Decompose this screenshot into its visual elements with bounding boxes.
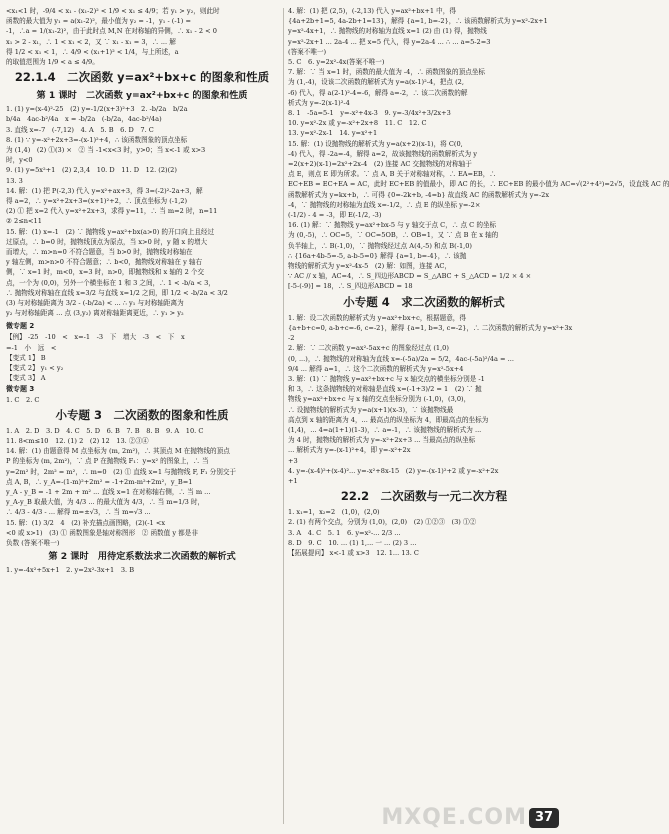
answer-line: y=x²-4x+1，∴ 抛物线的对称轴为直线 x=1 (2) 由 (1) 得，抛物线 <box>288 27 487 36</box>
answer-line: 3. 直线 x=-7 (-7,12) 4. A 5. B 6. D 7. C <box>6 125 154 134</box>
topic-4-title: 小专题 4 求二次函数的解析式 <box>343 294 505 309</box>
answer-line: y=2m² 时，2m² = m²，∴ m=0 (2) ① 直线 x=1 与抛物线 F, F₁ 分别交于 <box>6 467 237 476</box>
section-title-22-2: 22.2 二次函数与一元二次方程 <box>340 489 508 504</box>
answer-line: ... 解析式为 y=-(x-1)²+4，即 y=-x²+2x <box>288 446 411 455</box>
answer-line: 1. C 2. C <box>6 395 40 404</box>
answer-line: 1. A 2. D 3. D 4. C 5. D 6. B 7. B 8. B 9. A 10. C <box>6 426 204 435</box>
answer-line: 【变式 1】 B <box>6 353 46 362</box>
answer-line: 8. 1 -5a=5-1 y=-x²+4x-3 9. y=-3/4x²+3/2x+3 <box>288 109 451 118</box>
answer-line: 14. 解：(1) 由题意得 M 点坐标为 (m, 2m²)，∴ 其顶点 M 在抛物线的顶点 <box>6 447 230 456</box>
answer-line: ∴ {16a+4b-5=-5, a-b-5=0} 解得 {a=1, b=-4}，∴ 该抛 <box>288 251 467 260</box>
answer-line: 析式为 y=-2(x-1)²-4 <box>288 98 350 107</box>
answer-line: [-5-(-9)] = 18，∴ S_四边形ABCD = 18 <box>288 282 413 291</box>
answer-line: 为 4 时，抛物线的解析式为 y=-x²+2x+3 ... 当最高点的纵坐标 <box>288 436 476 445</box>
answer-line: 1. y=-4x²+5x+1 2. y=2x²-3x+1 3. B <box>6 566 135 575</box>
answer-line: ② 2≤n<11 <box>6 217 42 226</box>
answer-line: 【变式 2】 y₁ < y₂ <box>6 364 64 373</box>
answer-line: 14. 解：(1) 把 P(-2,3) 代入 y=x²+ax+3，得 3=(-2)²-2a+3，解 <box>6 186 203 195</box>
text-line: x₁ > 2 - x₁，∴ 1 < x₁ < 2，又 ∵ x₁ - x₁ = 3，∴ ... 解 <box>6 37 176 46</box>
answer-line: 而增大，∴ m>n=0 不符合题意，当 b>0 时，抛物线对称轴在 <box>6 248 193 257</box>
answer-line: (3) 与对称轴距离为 3/2 - (-b/2a) < ... ∴ y₁ 与对称轴距离为 <box>6 299 184 308</box>
text-line: -1，∴a = 1/(x₁-2)²，由于此时点 M,N 在对称轴的异侧，∴ x₁ - 2 < 0 <box>6 27 217 36</box>
answer-line: 为 (1,-4)，设该二次函数的解析式为 y=a(x-1)²-4，把点 (2, <box>288 78 464 87</box>
weizhuanti-3-label: 微专题 3 <box>6 384 35 393</box>
answer-line: 和 3，∴ 这条抛物线的对称轴是直线 x=(-1+3)/2 = 1 (2) ∵ 抛 <box>288 385 482 394</box>
answer-line: {a+b+c=0, a-b+c=-6, c=-2}，解得 {a=1, b=3, c=-2}，∴ 二次函数的解析式为 y=x²+3x <box>288 323 573 332</box>
answer-line: y_A - y_B = -1 + 2m + m² ... 直线 x=1 在对称轴右侧，∴ 当 m ... <box>6 487 211 496</box>
answer-line: y_A-y_B 取最大值，为 4/3 ... 的最大值为 4/3，∴ 当 m=1/3 时， <box>6 498 205 507</box>
answer-line: =-1 小 远 < <box>6 343 57 352</box>
topic-3-title: 小专题 3 二次函数的图象和性质 <box>55 407 229 422</box>
answer-line: 过原点，∴ b=0 时，抛物线顶点为原点，当 x>0 时，y 随 x 的增大 <box>6 237 208 246</box>
weizhuanti-2-label: 微专题 2 <box>6 322 35 331</box>
answer-line: y=x²-2x+1 ... 2a-4 ... 把 x=5 代入，得 y=2a-4 ... ∴ ... a=5-2=3 <box>288 37 491 46</box>
page-number: 37 <box>529 808 559 828</box>
answer-line: ∴ 设抛物线的解析式为 y=a(x+1)(x-3)，∵ 该抛物线最 <box>288 405 454 414</box>
answer-line: 9. (1) y=5x²+1 (2) 2,3,4 10. D 11. D 12. (2)(2) <box>6 166 177 175</box>
section-22-2-answers <box>288 507 560 558</box>
answer-line: -6) 代入，得 a(2-1)²-4=-6，解得 a=-2，∴ 该二次函数的解 <box>288 88 468 97</box>
answer-line: 侧，∵ x=1 时，m<0，x=3 时，n>0，即抛物线和 x 轴的 2 个交 <box>6 268 205 277</box>
answer-line: -4) 代入，得 -2a=-4，解得 a=2，故该抛物线的函数解析式为 y <box>288 149 477 158</box>
answer-line: 点 E，则点 E 即为所求。∵ 点 A, B 关于对称轴对称，∴ EA=EB，∴ <box>288 170 496 179</box>
answer-line: 函数解析式为 y=kx+b，∴ 可得 {0=-2k+b, -4=b} 故直线 AC 的函数解析式为 y=-2x <box>288 190 550 199</box>
answer-line: 为 (0,-5)，∴ OC=5，∵ OC=5OB，∴ OB=1，又 ∵ 点 B 在 x 轴的 <box>288 231 499 240</box>
answer-line: 时，y<0 <box>6 156 33 165</box>
topic-4-answers <box>288 313 573 486</box>
watermark: MXQE.COM <box>381 805 527 830</box>
answer-line: 15. 解：(1) 3/2 4 (2) 补充描点画图略，(2)(-1 <x <box>6 518 166 527</box>
answer-line: 点，一个为 (0,0)，另外一个横坐标在 1 和 3 之间，∴ 1 < -b/a < 3， <box>6 278 215 287</box>
answer-line: 物线 y=ax²+bx+c 与 x 轴的交点坐标分别为 (-1,0)，(3,0)， <box>288 395 471 404</box>
answer-line: 7. 解：∵ 当 x=1 时，函数的最大值为 -4，∴ 函数图象的顶点坐标 <box>288 68 485 77</box>
column-divider <box>283 8 284 824</box>
section-title-22-1-4: 22.1.4 二次函数 y=ax²+bx+c 的图象和性质 <box>14 70 270 85</box>
text-line: 得 1/2 < x₁ < 1，∴ 4/9 < (x₁+1)² < 1/4，与上所述，a <box>6 47 179 56</box>
lesson-1-title: 第 1 课时 二次函数 y=ax²+bx+c 的图象和性质 <box>36 90 248 102</box>
answer-line: <0 或 x>1) (3) ① 函数图象是轴对称图形 ② 函数值 y 都是非 <box>6 528 198 537</box>
answer-line: 物线的解析式为 y=x²-4x-5 (2) 解：如图，连接 AC， <box>288 262 451 271</box>
answer-line: 16. (1) 解：∵ 抛物线 y=ax²+bx-5 与 y 轴交于点 C，∴ 点 C 的坐标 <box>288 221 497 230</box>
answer-line: EC+EB = EC+EA = AC，此时 EC+EB 的值最小，即 AC 的长，∴ EC+EB 的最小值为 AC=√(2²+4²)=2√5，设直线 AC 的 <box>288 180 669 189</box>
answer-line: b/4a 4ac-b²/4a x = -b/2a (-b/2a，4ac-b²/4a) <box>6 115 162 124</box>
answer-line: 3. 解：(1) ∵ 抛物线 y=ax²+bx+c 与 x 轴交点的横坐标分别是 -1 <box>288 374 485 383</box>
answer-line: {4a+2b+1=5, 4a-2b+1=13}，解得 {a=1, b=-2}，∴ 该函数解析式为 y=x²-2x+1 <box>288 17 548 26</box>
answer-line: 8. D 9. C 10. ... (1) 1,... 一 ... (2) 3 ... <box>288 538 417 547</box>
answer-line: 【拓展提问】 x<-1 或 x>3 12. 1... 13. C <box>288 548 419 557</box>
right-column <box>288 6 669 828</box>
question-15-answers <box>6 518 278 549</box>
answer-line: 1. x₁=1，x₂=2 (1,0)，(2,0) <box>288 508 380 517</box>
answer-line: (答案不唯一) <box>288 47 327 56</box>
answer-line: 8. (1) ∵ y=-x²+2x+3=-(x-1)²+4，∴ 该函数图象的顶点坐标 <box>6 135 188 144</box>
weizhuanti-2-answers <box>6 332 278 383</box>
answer-line: +1 <box>288 476 298 485</box>
answer-line: 3. A 4. C 5. 1 6. y=x²-... 2/3 ... <box>288 528 401 537</box>
lesson-2-title: 第 2 课时 用待定系数法求二次函数的解析式 <box>48 551 236 563</box>
answer-line: y₂ 与对称轴距离 ... 点 (3,y₂) 离对称轴距离更近，∴ y₁ > y₂ <box>6 309 184 318</box>
answer-line: 1. (1) y=(x-4)²-25 (2) y=-1/2(x+3)²+3 2. -b/2a b/2a <box>6 105 188 114</box>
answer-line: (-1/2) - 4 = -3，即 E(-1/2, -3) <box>288 211 382 220</box>
answer-line: (2) ① 把 x=2 代入 y=x²+2x+3，求得 y=11，∴ 当 m=2 时，n=11 <box>6 207 218 216</box>
answer-line: 15. 解：(1) x=-1 (2) ∵ 抛物线 y=ax²+bx(a>0) 的开口向上且经过 <box>6 227 215 236</box>
left-top-block <box>6 6 278 67</box>
left-column <box>6 6 278 828</box>
lesson-1-answers <box>6 104 278 318</box>
answer-line: 2. (1) 有两个交点，分别为 (1,0)，(2,0) (2) ①②③ (3) ①② <box>288 518 477 527</box>
answer-line: 负数 (答案不唯一) <box>6 538 60 547</box>
answer-line: 【变式 3】 A <box>6 374 46 383</box>
answer-line: 10. y=x²-2x 或 y=-x²+2x+8 11. C 12. C <box>288 119 427 128</box>
text-line: <x₁<1 时，-9/4 < x₁ - (x₁-2)² < 1/9 < x₁ ≤ 4/9；若 y₁ > y₂，则此时 <box>6 7 220 15</box>
answer-line: 13. y=x²-2x-1 14. y=x²+1 <box>288 129 378 138</box>
answer-line: 高点到 x 轴的距离为 4，... 最高点的纵坐标为 4，即最高点的坐标为 <box>288 415 489 424</box>
answer-line: 为 (1,4) (2) ①(3) × ② 当 -1<x<3 时，y>0；当 x<-1 或 x>3 <box>6 146 206 155</box>
answer-line: (0, ...)，∴ 抛物线的对称轴为直线 x=-(-5a)/2a = 5/2，4ac-(-5a)²/4a = ... <box>288 354 514 363</box>
answer-line: (1,4)，... 4=a(1+1)(1-3)，∴ a=-1，∴ 该抛物线的解析式为 ... <box>288 425 482 434</box>
answer-line: ∵ AC // x 轴，AC=4，∴ S_四边形ABCD = S_△ABC + S_△ACD = 1/2 × 4 × <box>288 272 532 281</box>
answer-line: 点 A, B，∴ y_A=-(1-m)²+2m² = -1+2m-m²+2m²，y_B=1 <box>6 477 193 486</box>
answer-line: 15. 解：(1) 设抛物线的解析式为 y=a(x+2)(x-1)，将 C(0, <box>288 139 463 148</box>
answer-line: ∴ 抛物线对称轴在直线 x=3/2 与直线 x=1/2 之间，即 1/2 < -b/2a < 3/2 <box>6 288 228 297</box>
answer-line: 4. 解：(1) 把 (2,5)，(-2,13) 代入 y=ax²+bx+1 中，得 <box>288 7 456 15</box>
answer-line: =2(x+2)(x-1)=2x²+2x-4 (2) 连接 AC 交抛物线的对称轴于 <box>288 160 472 169</box>
right-top-block <box>288 6 669 292</box>
answer-line: ∴ 4/3 - 4/3 - ... 解得 m=±√3，∴ 当 m=√3 ... <box>6 508 151 517</box>
text-line: 的取值范围为 1/9 < a ≤ 4/9。 <box>6 58 99 67</box>
text-line: 函数的最大值为 y₁ = a(x₁-2)²，最小值为 y₂ = -1，y₁ - (-1) = <box>6 17 191 26</box>
answer-line: 【例】 -25 -10 < x=-1 -3 下 增大 -3 < 下 x <box>6 333 185 342</box>
answer-line: 13. 3 <box>6 176 23 185</box>
answer-line: 2. 解：∵ 二次函数 y=ax²-5ax+c 的图象经过点 (1,0) <box>288 344 449 353</box>
answer-line: 11. 8<m≤10 12. (1) 2 (2) 12 13. ②③④ <box>6 436 149 445</box>
answer-line: P 的坐标为 (m, 2m²)，∵ 点 P 在抛物线 F₁：y=x² 的图象上，∴ 当 <box>6 457 209 466</box>
answer-line: -4，∵ 抛物线的对称轴为直线 x=-1/2，∴ 点 E 的纵坐标 y=-2× <box>288 200 481 209</box>
answer-line: +3 <box>288 456 298 465</box>
answer-line: 1. 解：设二次函数的解析式为 y=ax²+bx+c，根据题意，得 <box>288 313 466 322</box>
answer-line: 得 a=2，∴ y=x²+2x+3=(x+1)²+2，∴ 顶点坐标为 (-1,2) <box>6 197 188 206</box>
answer-line: 5. C 6. y=2x²-4x(答案不唯一) <box>288 58 385 67</box>
answer-line: 9/4 ... 解得 a=1，∴ 这个二次函数的解析式为 y=x²-5x+4 <box>288 364 464 373</box>
answer-line: 负半轴上，∴ B(-1,0)，∵ 抛物线经过点 A(4,-5) 和点 B(-1,0) <box>288 241 473 250</box>
topic-3-answers <box>6 426 278 518</box>
answer-line: 4. y=-(x-4)²+(x-4)²... y=-x²+8x-15 (2) y=-(x-1)²+2 或 y=-x²+2x <box>288 466 499 475</box>
answer-line: -2 <box>288 334 295 343</box>
answer-line: y 轴左侧，m>n>0 不符合题意；∴ b<0，抛物线对称轴在 y 轴右 <box>6 258 203 267</box>
